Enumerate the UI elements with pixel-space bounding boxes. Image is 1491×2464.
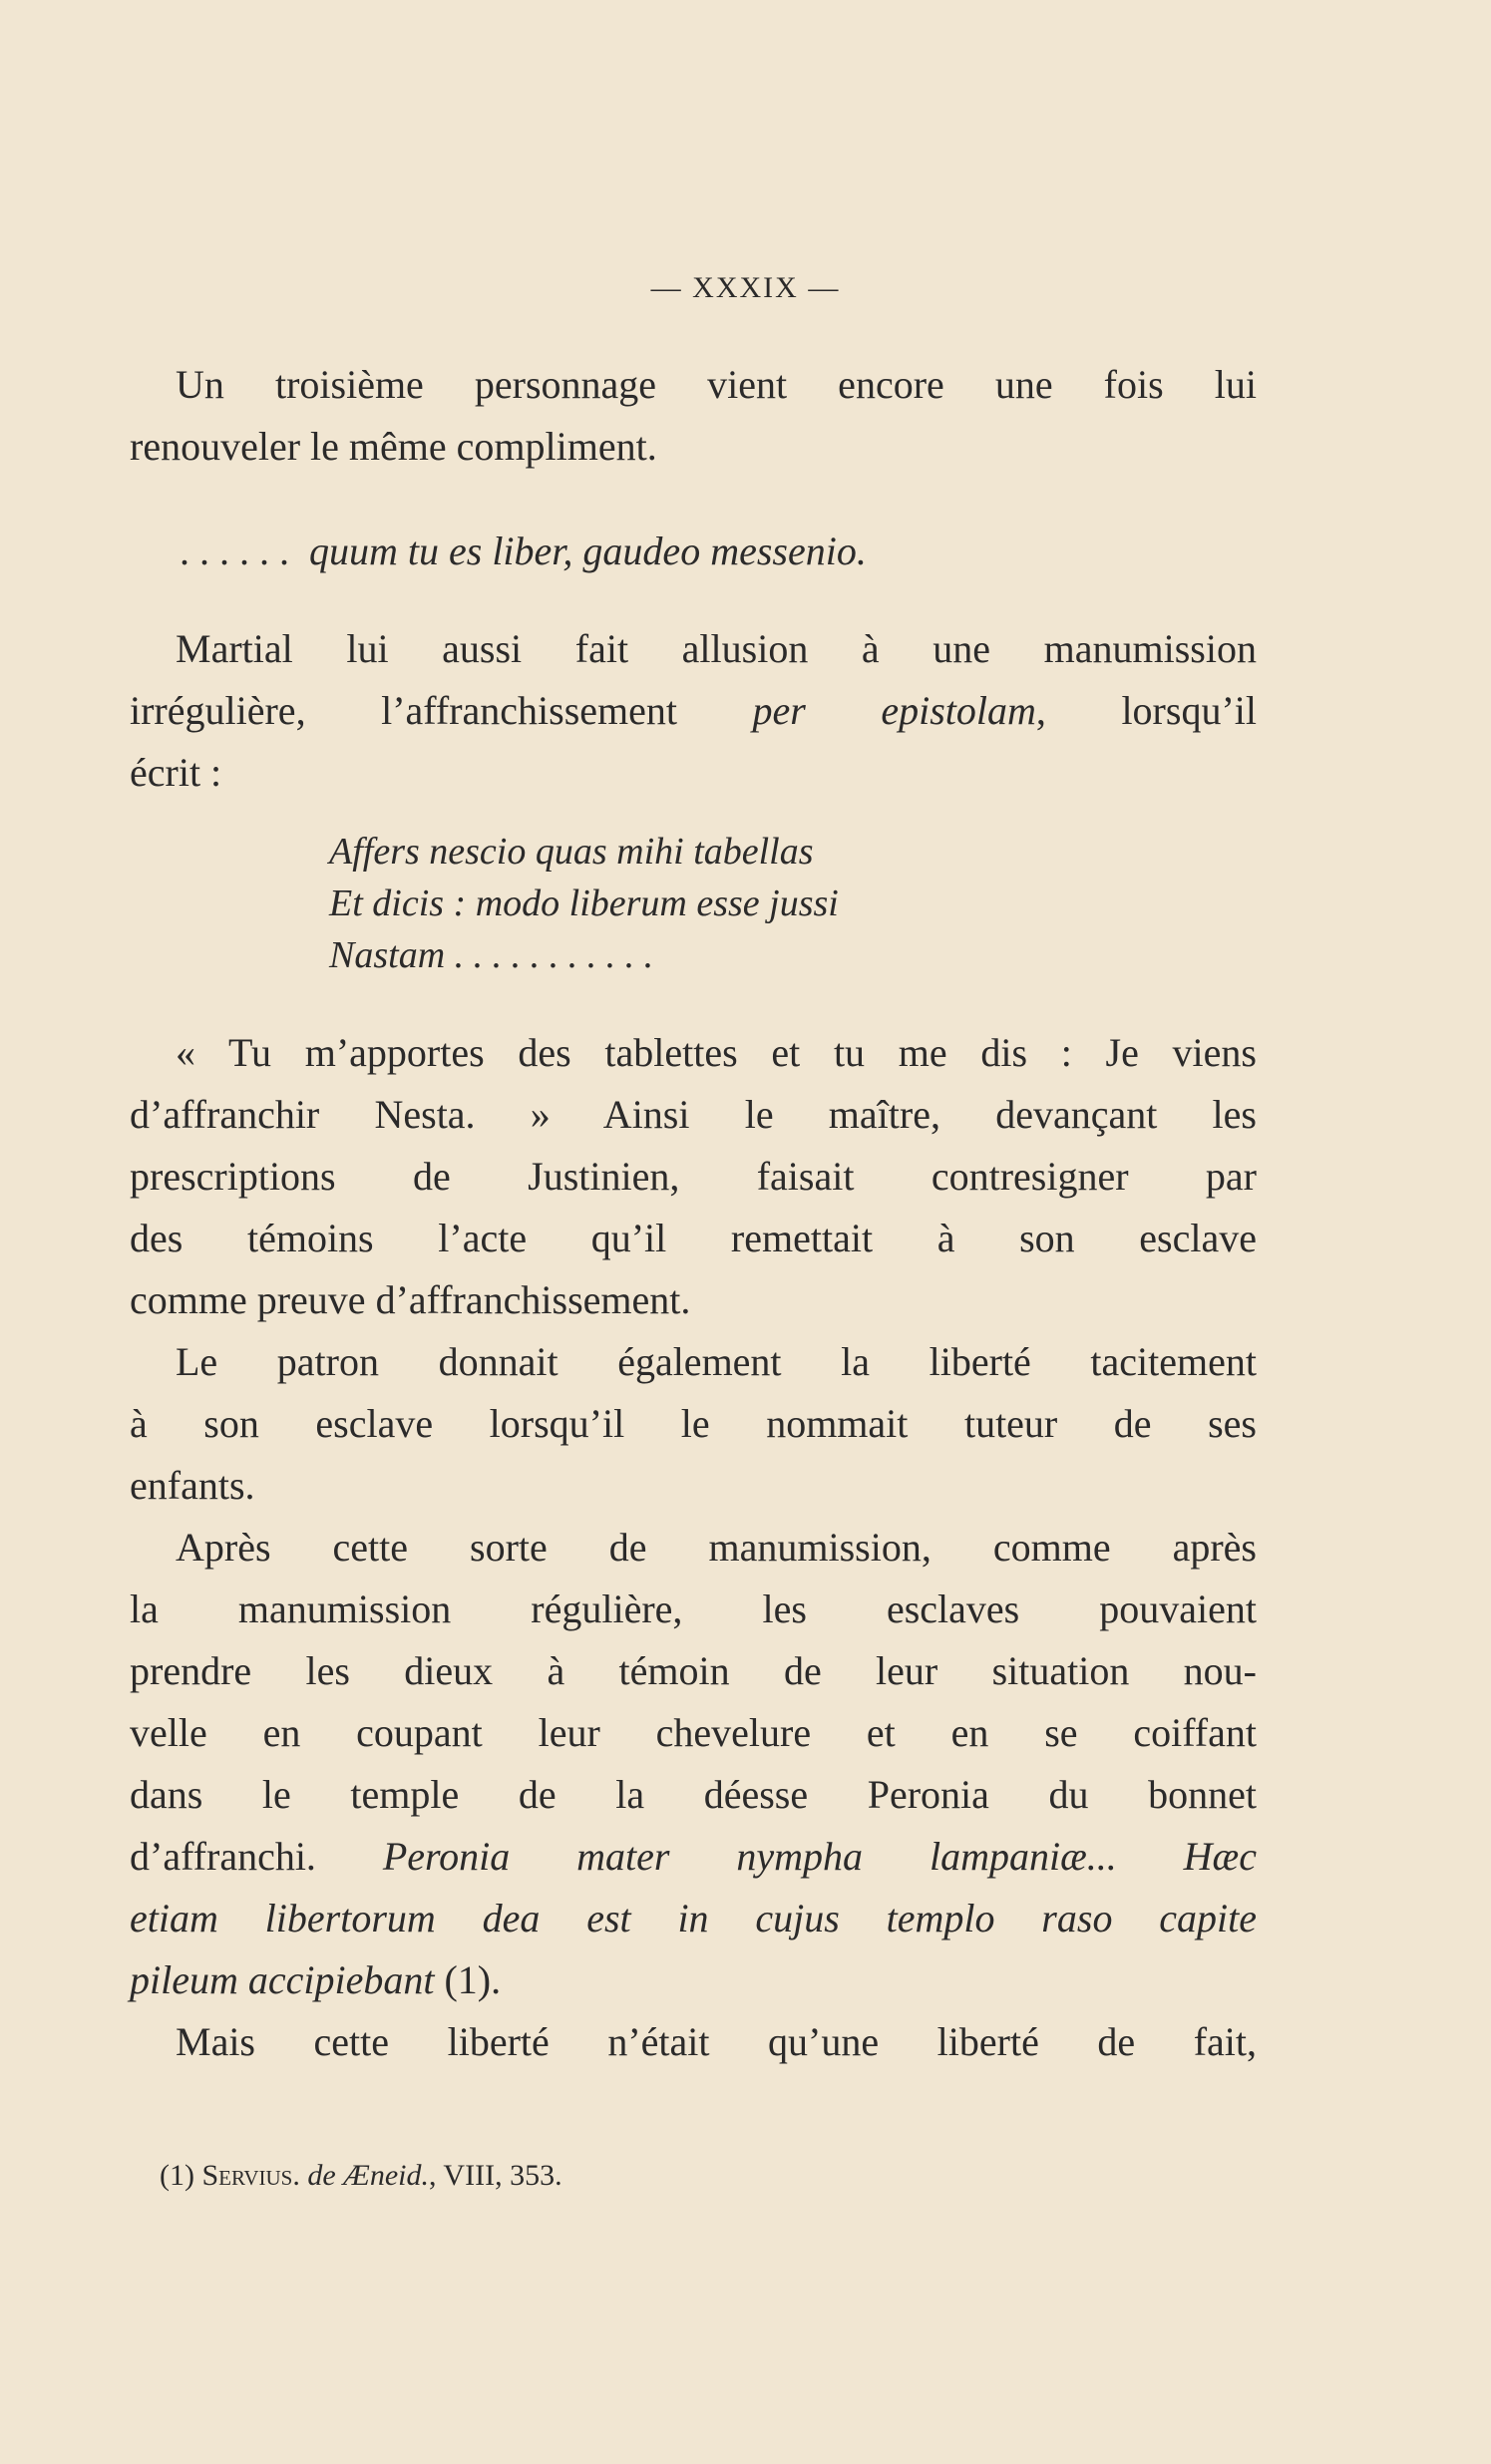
- verse-block: [329, 826, 839, 981]
- quote-line: [180, 521, 867, 582]
- paragraph-3: [130, 1022, 1257, 1331]
- paragraph-2: [130, 618, 1257, 804]
- page-number: — XXXIX —: [650, 271, 841, 304]
- text-line: Un troisième personnage vient encore une fois lui: [176, 362, 1257, 407]
- text-segment: , lorsqu’il: [1035, 688, 1257, 733]
- text-segment: d’affranchi.: [130, 1834, 383, 1879]
- verse-line: Nastam . . . . . . . . . . .: [329, 934, 654, 976]
- footnote-number: (1): [160, 2159, 202, 2192]
- text-segment: irrégulière, l’affranchissement: [130, 688, 753, 733]
- italic-segment: Peronia mater nympha lampaniæ... Hæc: [382, 1834, 1257, 1879]
- text-line: « Tu m’apportes des tablettes et tu me dis : Je viens: [176, 1030, 1257, 1075]
- text-line: [130, 1826, 1257, 1888]
- paragraph-4: [130, 1331, 1257, 1517]
- text-line: comme preuve d’affranchissement.: [130, 1277, 691, 1322]
- text-line: Mais cette liberté n’était qu’une liberté de fait,: [176, 2019, 1257, 2064]
- footnote-work: de Æneid.: [307, 2159, 429, 2192]
- text-line: Après cette sorte de manumission, comme après: [176, 1525, 1257, 1570]
- footnote-reference: (1).: [434, 1957, 502, 2002]
- text-line: la manumission régulière, les esclaves pouvaient: [130, 1586, 1257, 1631]
- italic-segment: pileum accipiebant: [130, 1957, 435, 2002]
- page-header: [0, 271, 1491, 305]
- text-line: dans le temple de la déesse Peronia du bonnet: [130, 1772, 1257, 1817]
- text-line: écrit :: [130, 750, 222, 795]
- text-line: [130, 1949, 1257, 2011]
- text-line: prendre les dieux à témoin de leur situation nou-: [130, 1648, 1257, 1693]
- footnote-reference-detail: , VIII, 353.: [428, 2159, 562, 2192]
- footnote: [160, 2159, 562, 2193]
- text-line: enfants.: [130, 1463, 255, 1508]
- paragraph-5: [130, 1517, 1257, 2011]
- text-line: Martial lui aussi fait allusion à une manumission: [176, 626, 1257, 671]
- text-line: [130, 680, 1257, 742]
- paragraph-6: [130, 2011, 1257, 2073]
- verse-line: Et dicis : modo liberum esse jussi: [329, 882, 839, 924]
- text-line: [130, 1888, 1257, 1949]
- text-line: prescriptions de Justinien, faisait contresigner par: [130, 1154, 1257, 1199]
- italic-segment: per epistolam: [752, 688, 1036, 733]
- latin-quote: quum tu es liber, gaudeo messenio.: [309, 528, 867, 573]
- footnote-author: Servius: [201, 2159, 293, 2192]
- text-segment: .: [292, 2159, 308, 2192]
- text-line: des témoins l’acte qu’il remettait à son esclave: [130, 1216, 1257, 1260]
- text-line: à son esclave lorsqu’il le nommait tuteur de ses: [130, 1401, 1257, 1446]
- ellipsis-dots: . . . . . .: [180, 528, 289, 573]
- text-line: renouveler le même compliment.: [130, 424, 657, 469]
- text-line: d’affranchir Nesta. » Ainsi le maître, devançant les: [130, 1092, 1257, 1137]
- text-line: Le patron donnait également la liberté tacitement: [176, 1339, 1257, 1384]
- verse-line: Affers nescio quas mihi tabellas: [329, 831, 814, 873]
- italic-segment: etiam libertorum dea est in cujus templo raso capite: [130, 1896, 1257, 1940]
- paragraph-1: [130, 354, 1257, 478]
- text-line: velle en coupant leur chevelure et en se coiffant: [130, 1710, 1257, 1755]
